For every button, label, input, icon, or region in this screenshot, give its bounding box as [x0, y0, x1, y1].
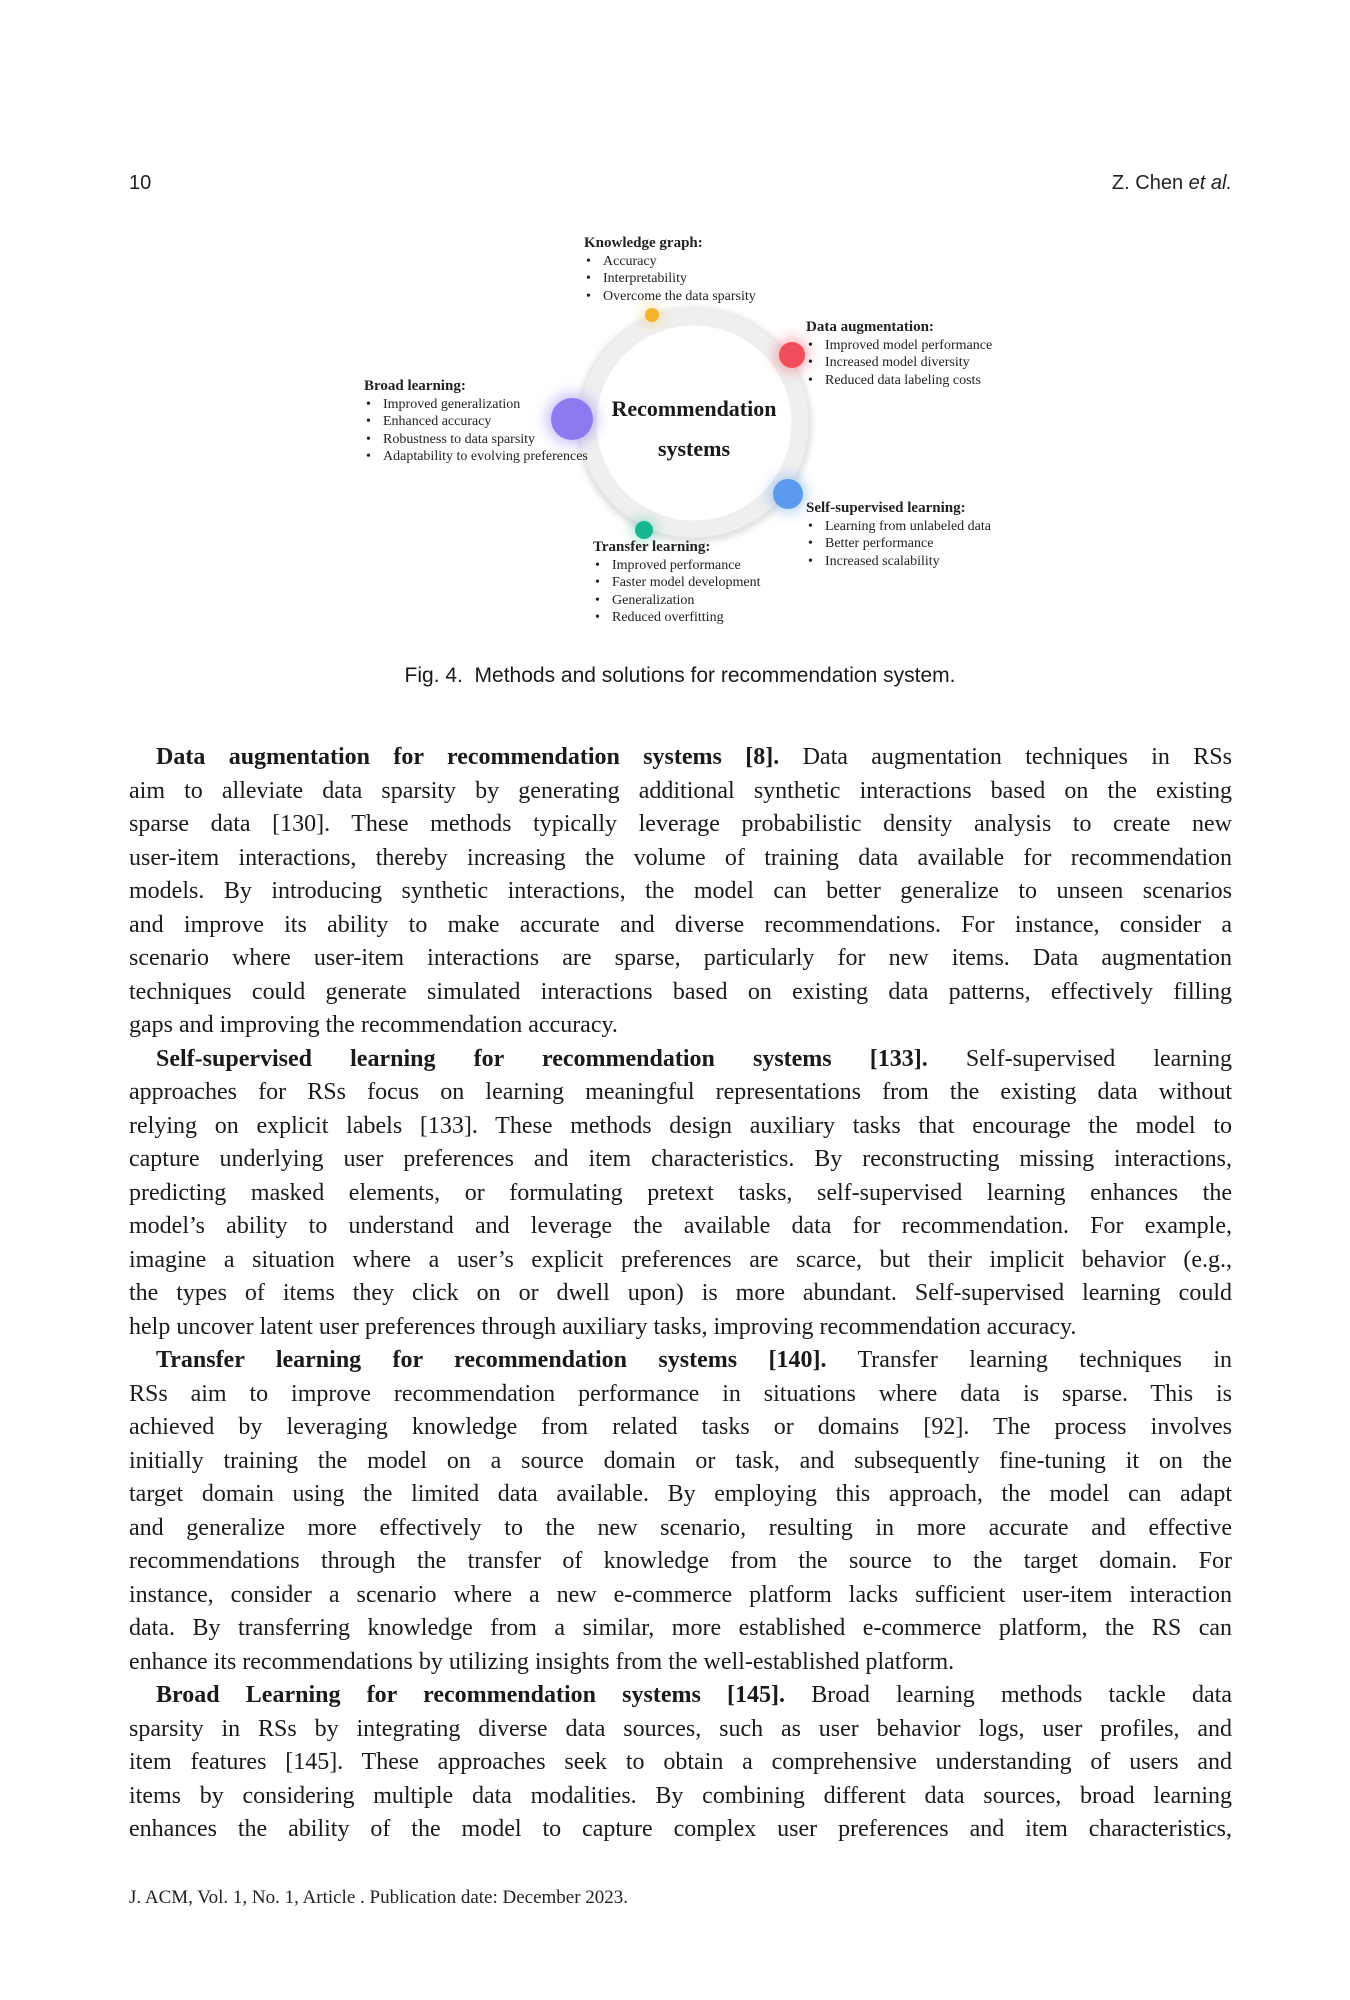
- text-line: enhance its recommendations by utilizing insights from the well-established platform.: [129, 1648, 955, 1675]
- author-suffix: et al.: [1188, 172, 1232, 194]
- list-item: • Learning from unlabeled data: [806, 518, 991, 536]
- text-line: the types of items they click on or dwell upon) is more abundant. Self-supervised learning could: [129, 1280, 1232, 1306]
- text-line: aim to alleviate data sparsity by generating additional synthetic interactions based on the existing: [129, 777, 1232, 804]
- text-line: approaches for RSs focus on learning meaningful representations from the existing data without: [129, 1079, 1232, 1105]
- list-item: • Reduced data labeling costs: [806, 372, 992, 390]
- data-augmentation-title: Data augmentation:: [806, 319, 934, 335]
- list-item: • Improved performance: [593, 557, 761, 575]
- text-line: scenario where user-item interactions are sparse, particularly for new items. Data augmentation: [129, 945, 1232, 971]
- list-item: • Accuracy: [584, 253, 756, 271]
- text-line: and improve its ability to make accurate and diverse recommendations. For instance, consider a: [129, 911, 1232, 938]
- text-line: models. By introducing synthetic interactions, the model can better generalize to unseen scenarios: [129, 878, 1232, 904]
- text-line: and generalize more effectively to the new scenario, resulting in more accurate and effective: [129, 1514, 1232, 1541]
- center-label-line-1: Recommendation: [611, 396, 777, 421]
- body-text: [129, 741, 1232, 1847]
- text-line: [129, 1344, 1232, 1378]
- list-item: • Overcome the data sparsity: [584, 288, 756, 306]
- knowledge-graph-title: Knowledge graph:: [584, 235, 703, 251]
- transfer-learning-group: [593, 539, 761, 627]
- text-line: predicting masked elements, or formulating pretext tasks, self-supervised learning enhances the: [129, 1179, 1232, 1206]
- paragraph: [129, 1679, 1232, 1847]
- text-line: data. By transferring knowledge from a similar, more established e-commerce platform, the RS can: [129, 1615, 1232, 1641]
- paragraph: [129, 1043, 1232, 1345]
- list-item: • Reduced overfitting: [593, 609, 761, 627]
- paragraph: [129, 741, 1232, 1043]
- list-item: • Faster model development: [593, 574, 761, 592]
- text-line: [129, 1679, 1232, 1713]
- paragraph-heading: Self-supervised learning for recommendation systems [133].: [156, 1045, 928, 1072]
- list-item: • Increased model diversity: [806, 354, 992, 372]
- figure-caption: Fig. 4. Methods and solutions for recommendation system.: [404, 664, 956, 687]
- paragraph-heading: Broad Learning for recommendation systems [145].: [156, 1682, 786, 1708]
- footer-citation: J. ACM, Vol. 1, No. 1, Article . Publication date: December 2023.: [129, 1887, 629, 1908]
- paragraph: [129, 1344, 1232, 1679]
- list-item: • Improved generalization: [364, 396, 588, 414]
- text-line: sparsity in RSs by integrating diverse data sources, such as user behavior logs, user profiles, and: [129, 1715, 1232, 1742]
- paragraph-text: Data augmentation techniques in RSs: [802, 744, 1232, 770]
- text-line: RSs aim to improve recommendation performance in situations where data is sparse. This is: [129, 1380, 1232, 1407]
- list-item: • Better performance: [806, 535, 991, 553]
- text-line: sparse data [130]. These methods typically leverage probabilistic density analysis to create new: [129, 811, 1232, 837]
- text-line: relying on explicit labels [133]. These methods design auxiliary tasks that encourage the model to: [129, 1112, 1232, 1139]
- text-line: [129, 741, 1232, 775]
- transfer-learning-dot: [635, 521, 653, 539]
- self-supervised-learning-group: [806, 500, 991, 570]
- text-line: gaps and improving the recommendation accuracy.: [129, 1012, 618, 1038]
- list-item: • Robustness to data sparsity: [364, 431, 588, 449]
- text-line: target domain using the limited data available. By employing this approach, the model can adapt: [129, 1481, 1232, 1507]
- list-item: • Enhanced accuracy: [364, 413, 588, 431]
- paragraph-heading: Data augmentation for recommendation systems [8].: [156, 744, 780, 770]
- text-line: imagine a situation where a user’s explicit preferences are scarce, but their implicit behavior (e.g.,: [129, 1246, 1232, 1273]
- list-item: • Increased scalability: [806, 553, 991, 571]
- text-line: enhances the ability of the model to capture complex user preferences and item characteristics,: [129, 1816, 1232, 1842]
- center-label-line-2: systems: [657, 436, 731, 461]
- text-line: user-item interactions, thereby increasing the volume of training data available for recommendation: [129, 844, 1232, 871]
- knowledge-graph-group: [584, 235, 756, 305]
- paragraph-text: Transfer learning techniques in: [857, 1347, 1232, 1373]
- self-supervised-learning-list: [806, 518, 991, 571]
- paragraph-text: Self-supervised learning: [965, 1045, 1232, 1072]
- page-number: 10: [129, 172, 152, 194]
- list-item: • Adaptability to evolving preferences: [364, 448, 588, 466]
- transfer-learning-list: [593, 557, 761, 627]
- text-line: [129, 1043, 1232, 1077]
- paragraph-heading: Transfer learning for recommendation systems [140].: [156, 1347, 827, 1373]
- text-line: instance, consider a scenario where a new e-commerce platform lacks sufficient user-item interaction: [129, 1581, 1232, 1608]
- center-label: [574, 389, 814, 469]
- text-line: techniques could generate simulated interactions based on existing data patterns, effectively filling: [129, 978, 1232, 1005]
- list-item: • Generalization: [593, 592, 761, 610]
- broad-learning-title: Broad learning:: [364, 378, 466, 394]
- list-item: • Improved model performance: [806, 337, 992, 355]
- text-line: help uncover latent user preferences through auxiliary tasks, improving recommendation accuracy.: [129, 1313, 1077, 1340]
- broad-learning-group: [364, 378, 588, 466]
- text-line: items by considering multiple data modalities. By combining different data sources, broad learning: [129, 1782, 1232, 1809]
- author-name: Z. Chen: [1111, 172, 1184, 194]
- text-line: initially training the model on a source domain or task, and subsequently fine-tuning it on the: [129, 1447, 1232, 1474]
- text-line: model’s ability to understand and leverage the available data for recommendation. For example,: [129, 1213, 1232, 1239]
- knowledge-graph-list: [584, 253, 756, 306]
- transfer-learning-title: Transfer learning:: [593, 539, 711, 555]
- data-augmentation-group: [806, 319, 992, 389]
- self-supervised-learning-title: Self-supervised learning:: [806, 500, 966, 516]
- text-line: item features [145]. These approaches seek to obtain a comprehensive understanding of users and: [129, 1749, 1232, 1775]
- broad-learning-list: [364, 396, 588, 466]
- paragraph-text: Broad learning methods tackle data: [811, 1682, 1232, 1708]
- data-augmentation-list: [806, 337, 992, 390]
- self-supervised-learning-dot: [773, 479, 803, 509]
- text-line: achieved by leveraging knowledge from related tasks or domains [92]. The process involves: [129, 1414, 1232, 1440]
- list-item: • Interpretability: [584, 270, 756, 288]
- data-augmentation-dot: [779, 342, 805, 368]
- text-line: recommendations through the transfer of knowledge from the source to the target domain. For: [129, 1548, 1232, 1574]
- text-line: capture underlying user preferences and item characteristics. By reconstructing missing interactions,: [129, 1146, 1232, 1172]
- knowledge-graph-dot: [645, 308, 659, 322]
